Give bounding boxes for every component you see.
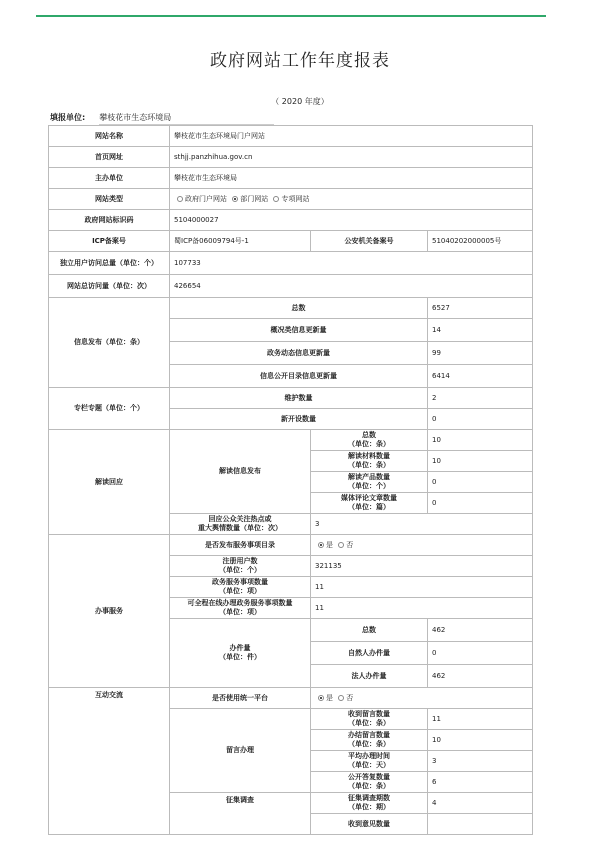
radio-portal[interactable]: [177, 196, 183, 202]
label-unit: 重大舆情数量（单位：次）: [198, 524, 282, 532]
option-label: 是: [326, 693, 333, 702]
cell-label: 独立用户访问总量（单位：个）: [49, 252, 170, 275]
label-unit: （单位：天）: [348, 761, 390, 769]
radio-no[interactable]: [338, 695, 344, 701]
cell-value: 0: [428, 472, 533, 493]
report-table: [48, 125, 533, 835]
option-label: 否: [346, 693, 354, 702]
cell-value: 0: [428, 409, 533, 430]
cell-label: 解读信息发布: [170, 430, 311, 514]
cell-label: 法人办件量: [311, 665, 428, 688]
label-unit: （单位：条）: [348, 440, 390, 448]
label-line: 办件量: [229, 644, 251, 653]
cell-value: 11: [428, 709, 533, 730]
cell-value: 10: [428, 730, 533, 751]
radio-department[interactable]: [232, 196, 238, 202]
cell-label: 新开设数量: [170, 409, 428, 430]
label-unit: （单位：个）: [219, 566, 261, 574]
cell-value: 6527: [428, 298, 533, 319]
table-row: [49, 252, 533, 275]
cell-label: [170, 619, 311, 688]
table-row: [49, 210, 533, 231]
filler-value: 攀枝花市生态环境局: [99, 112, 274, 125]
cell-value: 2: [428, 388, 533, 409]
radio-yes[interactable]: [318, 542, 324, 548]
cell-label: [311, 730, 428, 751]
label-unit: （单位：条）: [348, 740, 390, 748]
table-row: [49, 275, 533, 298]
icp-value: 蜀ICP备06009794号-1: [170, 231, 311, 252]
platform-options: [311, 688, 533, 709]
cell-label: [311, 751, 428, 772]
cell-label: 是否使用统一平台: [170, 688, 311, 709]
option-label: 是: [326, 540, 333, 549]
cell-label: 专栏专题（单位：个）: [49, 388, 170, 430]
cell-value: 462: [428, 619, 533, 642]
radio-yes[interactable]: [318, 695, 324, 701]
cell-label: 信息发布（单位：条）: [49, 298, 170, 388]
label-unit: （单位：项）: [219, 608, 261, 616]
label-line: 注册用户数: [222, 557, 258, 566]
cell-label: [311, 451, 428, 472]
cell-label: [170, 577, 311, 598]
label-line: 可全程在线办理政务服务事项数量: [187, 599, 293, 608]
option-label: 部门网站: [240, 194, 269, 203]
cell-value: 10: [428, 451, 533, 472]
cell-label: [311, 709, 428, 730]
cell-label: 网站名称: [49, 126, 170, 147]
cell-label: [311, 430, 428, 451]
filler-label: 填报单位:: [50, 113, 86, 122]
cell-label: 办事服务: [49, 535, 170, 688]
cell-label: 总数: [311, 619, 428, 642]
unique-visitors-value: 107733: [170, 252, 533, 275]
cell-label: 留言办理: [170, 709, 311, 793]
cell-value: 14: [428, 319, 533, 342]
cell-label: 自然人办件量: [311, 642, 428, 665]
label-unit: （单位：个）: [348, 482, 390, 490]
catalog-options: [311, 535, 533, 556]
label-unit: （单位：篇）: [348, 503, 390, 511]
label-unit: （单位：期）: [348, 803, 390, 811]
cell-label: 信息公开目录信息更新量: [170, 365, 428, 388]
cell-value: 0: [428, 642, 533, 665]
label-line: 解读材料数量: [348, 452, 390, 461]
cell-value: 10: [428, 430, 533, 451]
cell-label: ICP备案号: [49, 231, 170, 252]
cell-label: [170, 514, 311, 535]
cell-label: [311, 472, 428, 493]
label-line: 回应公众关注热点或: [208, 515, 272, 524]
cell-label: 维护数量: [170, 388, 428, 409]
table-row: [49, 298, 533, 319]
label-line: 平均办理时间: [348, 752, 390, 761]
cell-value: 11: [311, 598, 533, 619]
cell-label: 公安机关备案号: [311, 231, 428, 252]
cell-label: 征集调查: [170, 793, 311, 835]
cell-label: 首页网址: [49, 147, 170, 168]
page-title: 政府网站工作年度报表: [210, 51, 390, 71]
table-row: [49, 388, 533, 409]
cell-value: 11: [311, 577, 533, 598]
cell-label: [311, 772, 428, 793]
cell-label: 政务动态信息更新量: [170, 342, 428, 365]
cell-label: 概况类信息更新量: [170, 319, 428, 342]
radio-no[interactable]: [338, 542, 344, 548]
cell-label: [311, 493, 428, 514]
cell-value: 0: [428, 493, 533, 514]
cell-label: [311, 793, 428, 814]
cell-value: 4: [428, 793, 533, 814]
table-row: [49, 430, 533, 451]
cell-value: 6414: [428, 365, 533, 388]
police-value: 51040202000005号: [428, 231, 533, 252]
cell-label: [170, 556, 311, 577]
label-line: 媒体评论文章数量: [341, 494, 397, 503]
label-unit: （单位：条）: [348, 782, 390, 790]
table-row: [49, 231, 533, 252]
label-line: 征集调查期数: [348, 794, 390, 803]
radio-special[interactable]: [273, 196, 279, 202]
cell-value: 321135: [311, 556, 533, 577]
label-line: 收到意见数量: [348, 819, 390, 828]
cell-label: 政府网站标识码: [49, 210, 170, 231]
label-unit: （单位：项）: [219, 587, 261, 595]
cell-value: 3: [428, 751, 533, 772]
option-label: 政府门户网站: [185, 194, 227, 203]
report-year: （ 2020 年度）: [271, 97, 329, 106]
cell-value: 462: [428, 665, 533, 688]
label-line: 公开答复数量: [348, 773, 390, 782]
label-line: 解读产品数量: [348, 473, 390, 482]
filler-unit: [50, 112, 274, 125]
label-unit: （单位：条）: [348, 461, 390, 469]
cell-label: 主办单位: [49, 168, 170, 189]
label-line: 办结留言数量: [348, 731, 390, 740]
cell-value: [428, 814, 533, 835]
cell-value: 99: [428, 342, 533, 365]
table-row: [49, 189, 533, 210]
label-unit: （单位：条）: [348, 719, 390, 727]
sponsor-value: 攀枝花市生态环境局: [170, 168, 533, 189]
table-row: [49, 535, 533, 556]
table-row: [49, 688, 533, 709]
cell-label: [311, 814, 428, 835]
option-label: 专项网站: [281, 194, 310, 203]
table-row: [49, 126, 533, 147]
homepage-value: sthjj.panzhihua.gov.cn: [170, 147, 533, 168]
cell-label: 互动交流: [49, 688, 170, 835]
site-type-options: [170, 189, 533, 210]
table-row: [49, 147, 533, 168]
label-line: 总数: [362, 431, 376, 440]
cell-label: 网站总访问量（单位：次）: [49, 275, 170, 298]
total-visits-value: 426654: [170, 275, 533, 298]
label-line: 收到留言数量: [348, 710, 390, 719]
cell-label: 网站类型: [49, 189, 170, 210]
label-line: 政务服务事项数量: [212, 578, 268, 587]
table-row: [49, 168, 533, 189]
cell-value: 3: [311, 514, 533, 535]
label-unit: （单位：件）: [219, 653, 261, 661]
cell-label: 总数: [170, 298, 428, 319]
top-rule: [36, 15, 546, 17]
cell-label: 解读回应: [49, 430, 170, 535]
cell-label: [170, 598, 311, 619]
site-id-value: 5104000027: [170, 210, 533, 231]
site-name-value: 攀枝花市生态环境局门户网站: [170, 126, 533, 147]
cell-value: 6: [428, 772, 533, 793]
option-label: 否: [346, 540, 354, 549]
cell-label: 是否发布服务事项目录: [170, 535, 311, 556]
